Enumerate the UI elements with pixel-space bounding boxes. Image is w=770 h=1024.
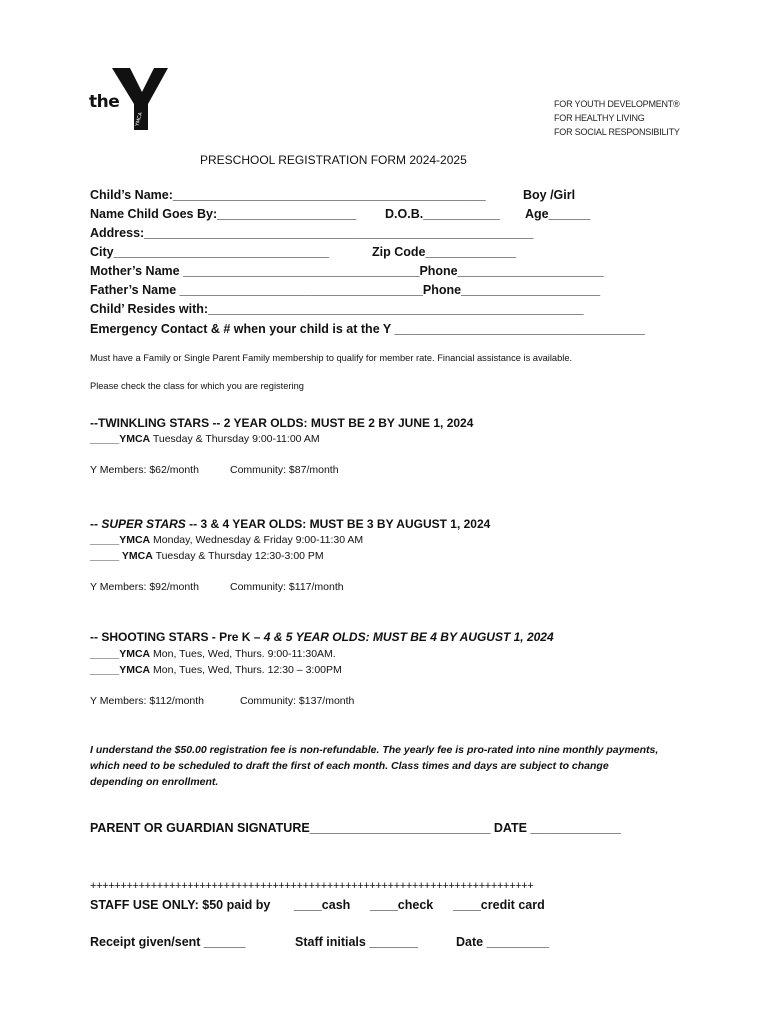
heading-italic: 4 & 5 YEAR OLDS: MUST BE 4 BY AUGUST 1, 2024 (263, 630, 554, 644)
shooting-option-2[interactable] (90, 664, 342, 676)
shooting-stars-heading (90, 630, 554, 644)
paid-credit-field[interactable]: ____credit card (453, 898, 545, 912)
paid-cash-field[interactable]: ____cash (294, 898, 351, 912)
option-text: Tuesday & Thursday 9:00-11:00 AM (150, 433, 320, 445)
option-text: Mon, Tues, Wed, Thurs. 9:00-11:30AM. (150, 648, 336, 660)
name-goes-by-field[interactable]: Name Child Goes By:____________________ (90, 207, 357, 221)
resides-with-field[interactable]: Child’ Resides with:______________________________________________________ (90, 302, 584, 316)
option-blank[interactable]: _____YMCA (90, 534, 151, 546)
zip-field[interactable]: Zip Code_____________ (372, 245, 516, 259)
form-title: PRESCHOOL REGISTRATION FORM 2024-2025 (200, 153, 467, 167)
shooting-community-price: Community: $137/month (240, 695, 355, 707)
heading-italic: SUPER STARS (101, 517, 186, 531)
tagline-line: FOR SOCIAL RESPONSIBILITY (554, 127, 680, 137)
twinkling-stars-heading: --TWINKLING STARS -- 2 YEAR OLDS: MUST BE 2 BY JUNE 1, 2024 (90, 416, 474, 430)
tagline (554, 97, 680, 139)
father-field[interactable]: Father’s Name ___________________________________Phone____________________ (90, 283, 601, 297)
super-member-price: Y Members: $92/month (90, 581, 199, 593)
option-blank[interactable]: _____YMCA (90, 433, 151, 445)
check-class-note: Please check the class for which you are registering (90, 381, 304, 391)
option-text: Mon, Tues, Wed, Thurs. 12:30 – 3:00PM (150, 664, 342, 676)
option-blank[interactable]: _____YMCA (90, 664, 151, 676)
twinkling-option-1[interactable] (90, 433, 320, 445)
option-blank[interactable]: _____ YMCA (90, 550, 153, 562)
logo-small-text: YMCA (134, 111, 145, 127)
logo-word: the (89, 92, 120, 112)
dob-field[interactable]: D.O.B.___________ (385, 207, 500, 221)
twinkling-member-price: Y Members: $62/month (90, 464, 199, 476)
shooting-option-1[interactable] (90, 648, 336, 660)
receipt-field[interactable]: Receipt given/sent ______ (90, 935, 246, 949)
super-stars-heading (90, 517, 490, 531)
paid-check-field[interactable]: ____check (370, 898, 434, 912)
membership-note: Must have a Family or Single Parent Family membership to qualify for member rate. Financial assistance is available. (90, 353, 573, 363)
super-community-price: Community: $117/month (230, 581, 344, 593)
option-text: Monday, Wednesday & Friday 9:00-11:30 AM (150, 534, 364, 546)
option-blank[interactable]: _____YMCA (90, 648, 151, 660)
shooting-member-price: Y Members: $112/month (90, 695, 205, 707)
address-field[interactable]: Address:________________________________________________________ (90, 226, 534, 240)
city-field[interactable]: City_______________________________ (90, 245, 330, 259)
tagline-line: FOR YOUTH DEVELOPMENT® (554, 99, 680, 109)
super-option-2[interactable] (90, 550, 324, 562)
heading-regular: -- SHOOTING STARS - Pre K – (90, 630, 264, 644)
mother-field[interactable]: Mother’s Name __________________________________Phone_____________________ (90, 264, 604, 278)
child-name-field[interactable]: Child’s Name:_____________________________________________ (90, 188, 486, 202)
staff-initials-field[interactable]: Staff initials _______ (295, 935, 418, 949)
heading-prefix: -- (90, 517, 102, 531)
heading-rest: -- 3 & 4 YEAR OLDS: MUST BE 3 BY AUGUST 1, 2024 (185, 517, 491, 531)
staff-use-label: STAFF USE ONLY: $50 paid by (90, 898, 271, 912)
age-field[interactable]: Age______ (525, 207, 591, 221)
staff-separator: +++++++++++++++++++++++++++++++++++++++++++++++++++++++++++++++++++++++++ (90, 880, 534, 892)
emergency-contact-field[interactable]: Emergency Contact & # when your child is at the Y ____________________________________ (90, 322, 645, 336)
staff-date-field[interactable]: Date _________ (456, 935, 550, 949)
ymca-logo (88, 66, 172, 132)
boy-girl-field[interactable]: Boy /Girl (523, 188, 576, 202)
tagline-line: FOR HEALTHY LIVING (554, 113, 645, 123)
parent-signature-field[interactable]: PARENT OR GUARDIAN SIGNATURE__________________________ DATE _____________ (90, 821, 621, 835)
twinkling-community-price: Community: $87/month (230, 464, 339, 476)
fee-policy: I understand the $50.00 registration fee is non-refundable. The yearly fee is pro-rated into nine monthly payments, which need to be scheduled to draft the first of each month. Class times and days are subject to change depending on enrollment. (90, 744, 659, 788)
option-text: Tuesday & Thursday 12:30-3:00 PM (152, 550, 324, 562)
ymca-y-icon (112, 66, 172, 132)
super-option-1[interactable] (90, 534, 363, 546)
